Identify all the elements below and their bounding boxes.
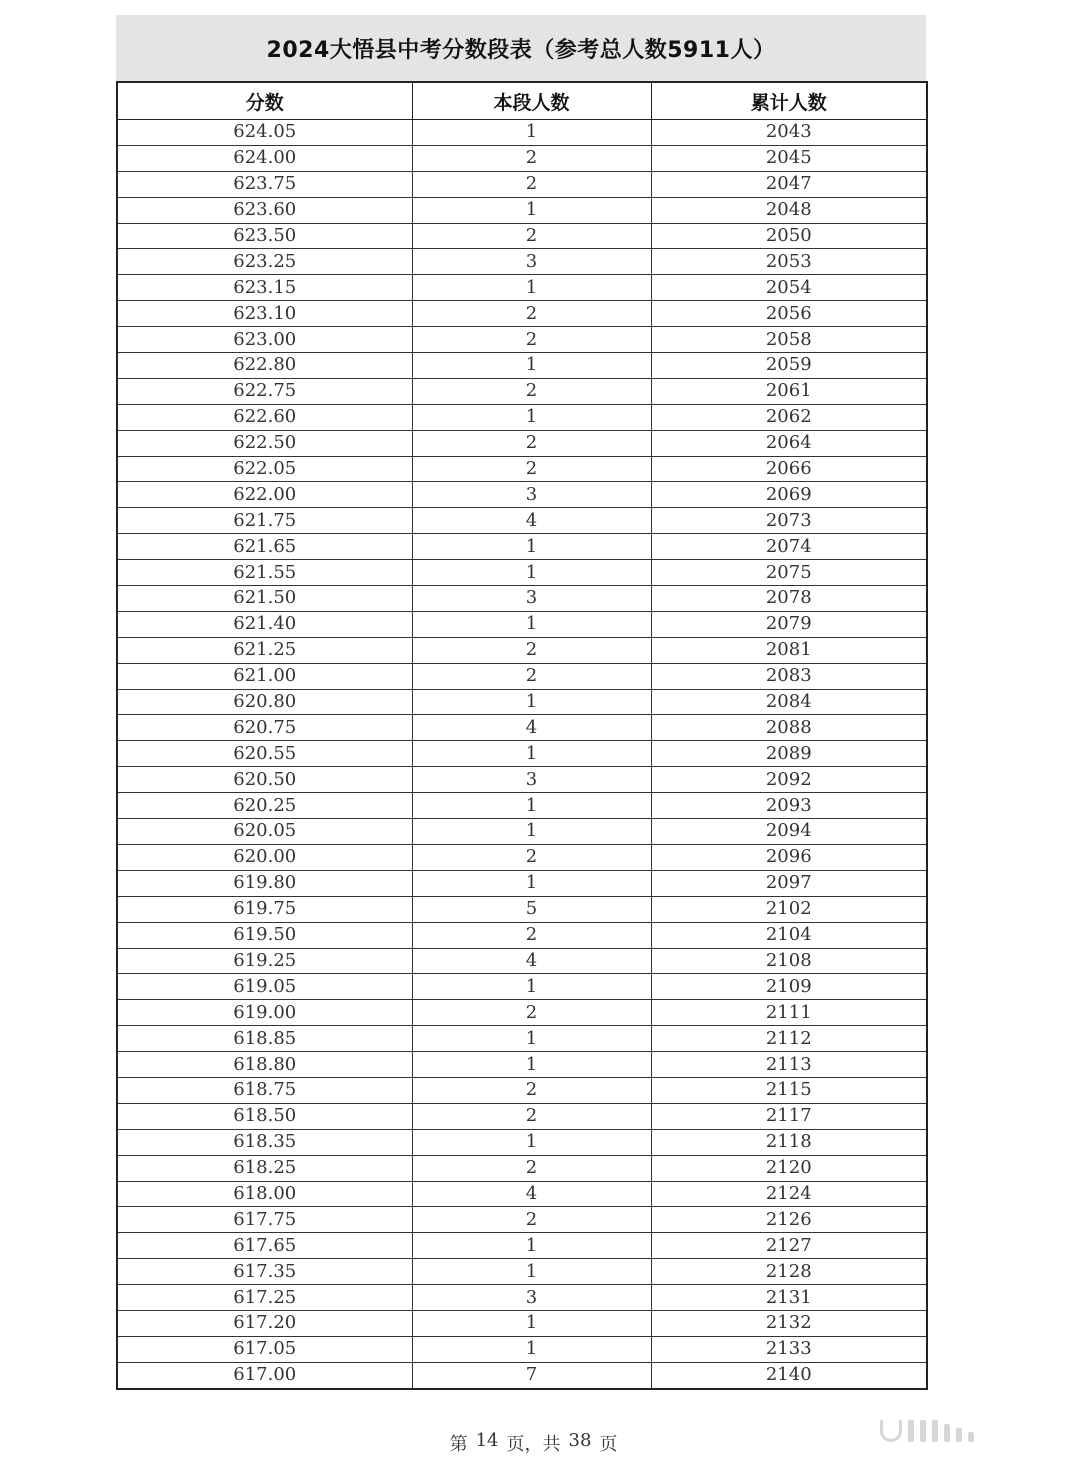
- cell-score: 617.65: [117, 1233, 412, 1259]
- watermark-bar-icon: [920, 1420, 926, 1442]
- cell-segment-count: 1: [412, 534, 651, 560]
- cell-cumulative-count: 2048: [651, 197, 927, 223]
- cell-segment-count: 1: [412, 793, 651, 819]
- table-header-row: [117, 82, 927, 120]
- cell-cumulative-count: 2075: [651, 560, 927, 586]
- cell-cumulative-count: 2088: [651, 715, 927, 741]
- cell-cumulative-count: 2097: [651, 870, 927, 896]
- footer-suffix: 页: [599, 1434, 618, 1455]
- table-row: [117, 1259, 927, 1285]
- cell-cumulative-count: 2084: [651, 689, 927, 715]
- cell-segment-count: 1: [412, 197, 651, 223]
- cell-segment-count: 1: [412, 353, 651, 379]
- cell-segment-count: 2: [412, 430, 651, 456]
- cell-score: 624.05: [117, 120, 412, 146]
- cell-score: 619.00: [117, 1000, 412, 1026]
- cell-segment-count: 3: [412, 482, 651, 508]
- cell-cumulative-count: 2059: [651, 353, 927, 379]
- table-row: [117, 456, 927, 482]
- cell-segment-count: 1: [412, 689, 651, 715]
- cell-segment-count: 2: [412, 1077, 651, 1103]
- cell-segment-count: 4: [412, 508, 651, 534]
- cell-cumulative-count: 2050: [651, 223, 927, 249]
- table-row: [117, 430, 927, 456]
- table-row: [117, 689, 927, 715]
- cell-score: 617.00: [117, 1362, 412, 1388]
- cell-cumulative-count: 2102: [651, 896, 927, 922]
- score-table: [116, 81, 928, 1390]
- cell-cumulative-count: 2140: [651, 1362, 927, 1388]
- table-row: [117, 611, 927, 637]
- cell-segment-count: 2: [412, 301, 651, 327]
- table-row: [117, 1103, 927, 1129]
- cell-cumulative-count: 2054: [651, 275, 927, 301]
- cell-segment-count: 4: [412, 1181, 651, 1207]
- table-row: [117, 896, 927, 922]
- table-row: [117, 819, 927, 845]
- cell-score: 617.25: [117, 1285, 412, 1311]
- watermark-bar-icon: [944, 1424, 950, 1442]
- cell-cumulative-count: 2120: [651, 1155, 927, 1181]
- cell-cumulative-count: 2069: [651, 482, 927, 508]
- watermark-cup-icon: [880, 1420, 902, 1442]
- cell-segment-count: 2: [412, 1155, 651, 1181]
- cell-cumulative-count: 2093: [651, 793, 927, 819]
- cell-segment-count: 1: [412, 741, 651, 767]
- column-header-segment-count: 本段人数: [412, 82, 651, 120]
- table-row: [117, 249, 927, 275]
- cell-cumulative-count: 2111: [651, 1000, 927, 1026]
- cell-segment-count: 2: [412, 378, 651, 404]
- cell-score: 621.75: [117, 508, 412, 534]
- cell-cumulative-count: 2096: [651, 844, 927, 870]
- table-row: [117, 1207, 927, 1233]
- table-row: [117, 301, 927, 327]
- cell-cumulative-count: 2058: [651, 327, 927, 353]
- table-row: [117, 275, 927, 301]
- cell-segment-count: 2: [412, 1000, 651, 1026]
- cell-cumulative-count: 2092: [651, 767, 927, 793]
- cell-cumulative-count: 2078: [651, 586, 927, 612]
- cell-segment-count: 1: [412, 1336, 651, 1362]
- table-body: [117, 120, 927, 1389]
- cell-score: 623.75: [117, 171, 412, 197]
- table-title: 2024大悟县中考分数段表（参考总人数5911人）: [116, 15, 926, 81]
- watermark-logo: [880, 1420, 974, 1442]
- column-header-cumulative-count: 累计人数: [651, 82, 927, 120]
- table-row: [117, 327, 927, 353]
- cell-score: 620.25: [117, 793, 412, 819]
- table-row: [117, 508, 927, 534]
- cell-segment-count: 1: [412, 120, 651, 146]
- cell-segment-count: 7: [412, 1362, 651, 1388]
- cell-cumulative-count: 2132: [651, 1310, 927, 1336]
- table-row: [117, 1362, 927, 1388]
- cell-score: 622.80: [117, 353, 412, 379]
- cell-score: 622.00: [117, 482, 412, 508]
- cell-segment-count: 1: [412, 1259, 651, 1285]
- table-row: [117, 793, 927, 819]
- cell-cumulative-count: 2047: [651, 171, 927, 197]
- cell-cumulative-count: 2117: [651, 1103, 927, 1129]
- table-row: [117, 922, 927, 948]
- cell-segment-count: 2: [412, 844, 651, 870]
- cell-segment-count: 1: [412, 1233, 651, 1259]
- table-row: [117, 1026, 927, 1052]
- cell-cumulative-count: 2104: [651, 922, 927, 948]
- cell-score: 623.15: [117, 275, 412, 301]
- cell-cumulative-count: 2061: [651, 378, 927, 404]
- cell-segment-count: 2: [412, 223, 651, 249]
- cell-cumulative-count: 2118: [651, 1129, 927, 1155]
- cell-score: 618.50: [117, 1103, 412, 1129]
- cell-segment-count: 2: [412, 1103, 651, 1129]
- cell-cumulative-count: 2128: [651, 1259, 927, 1285]
- cell-cumulative-count: 2124: [651, 1181, 927, 1207]
- watermark-bar-icon: [968, 1432, 974, 1442]
- cell-score: 619.50: [117, 922, 412, 948]
- cell-score: 620.05: [117, 819, 412, 845]
- cell-score: 623.10: [117, 301, 412, 327]
- cell-cumulative-count: 2131: [651, 1285, 927, 1311]
- footer-page-number: 14: [475, 1430, 499, 1451]
- cell-segment-count: 3: [412, 767, 651, 793]
- footer-total-pages: 38: [568, 1430, 592, 1451]
- cell-segment-count: 2: [412, 327, 651, 353]
- watermark-bar-icon: [908, 1420, 914, 1442]
- cell-score: 618.25: [117, 1155, 412, 1181]
- table-row: [117, 145, 927, 171]
- table-row: [117, 870, 927, 896]
- table-row: [117, 353, 927, 379]
- table-row: [117, 586, 927, 612]
- cell-segment-count: 1: [412, 819, 651, 845]
- cell-score: 621.65: [117, 534, 412, 560]
- cell-score: 620.00: [117, 844, 412, 870]
- cell-score: 623.60: [117, 197, 412, 223]
- table-row: [117, 534, 927, 560]
- cell-score: 620.80: [117, 689, 412, 715]
- table-row: [117, 663, 927, 689]
- cell-score: 619.80: [117, 870, 412, 896]
- cell-score: 622.05: [117, 456, 412, 482]
- cell-score: 617.05: [117, 1336, 412, 1362]
- table-row: [117, 1052, 927, 1078]
- cell-score: 624.00: [117, 145, 412, 171]
- table-row: [117, 844, 927, 870]
- table-row: [117, 482, 927, 508]
- cell-cumulative-count: 2127: [651, 1233, 927, 1259]
- cell-score: 623.00: [117, 327, 412, 353]
- cell-segment-count: 2: [412, 663, 651, 689]
- cell-cumulative-count: 2064: [651, 430, 927, 456]
- cell-segment-count: 1: [412, 560, 651, 586]
- column-header-score: 分数: [117, 82, 412, 120]
- cell-score: 617.75: [117, 1207, 412, 1233]
- cell-score: 621.50: [117, 586, 412, 612]
- score-table-sheet: [116, 15, 926, 1390]
- cell-cumulative-count: 2062: [651, 404, 927, 430]
- cell-score: 622.75: [117, 378, 412, 404]
- cell-score: 623.25: [117, 249, 412, 275]
- table-row: [117, 1310, 927, 1336]
- cell-score: 621.55: [117, 560, 412, 586]
- cell-cumulative-count: 2089: [651, 741, 927, 767]
- table-row: [117, 120, 927, 146]
- cell-score: 621.40: [117, 611, 412, 637]
- footer-middle: 页，共: [506, 1434, 561, 1455]
- cell-segment-count: 2: [412, 456, 651, 482]
- cell-score: 620.55: [117, 741, 412, 767]
- cell-cumulative-count: 2083: [651, 663, 927, 689]
- cell-segment-count: 3: [412, 586, 651, 612]
- table-row: [117, 637, 927, 663]
- cell-score: 618.80: [117, 1052, 412, 1078]
- cell-score: 617.35: [117, 1259, 412, 1285]
- cell-cumulative-count: 2056: [651, 301, 927, 327]
- cell-cumulative-count: 2079: [651, 611, 927, 637]
- table-row: [117, 767, 927, 793]
- table-row: [117, 1155, 927, 1181]
- cell-cumulative-count: 2109: [651, 974, 927, 1000]
- cell-segment-count: 1: [412, 404, 651, 430]
- footer-prefix: 第: [449, 1434, 468, 1455]
- cell-segment-count: 1: [412, 611, 651, 637]
- cell-cumulative-count: 2045: [651, 145, 927, 171]
- cell-segment-count: 4: [412, 715, 651, 741]
- cell-cumulative-count: 2126: [651, 1207, 927, 1233]
- table-row: [117, 741, 927, 767]
- table-row: [117, 1285, 927, 1311]
- table-row: [117, 948, 927, 974]
- cell-segment-count: 1: [412, 1026, 651, 1052]
- cell-score: 618.75: [117, 1077, 412, 1103]
- cell-cumulative-count: 2081: [651, 637, 927, 663]
- cell-score: 617.20: [117, 1310, 412, 1336]
- cell-score: 620.75: [117, 715, 412, 741]
- table-row: [117, 223, 927, 249]
- cell-segment-count: 1: [412, 1129, 651, 1155]
- cell-segment-count: 1: [412, 275, 651, 301]
- table-row: [117, 1336, 927, 1362]
- cell-score: 618.35: [117, 1129, 412, 1155]
- cell-score: 619.75: [117, 896, 412, 922]
- table-row: [117, 378, 927, 404]
- cell-segment-count: 5: [412, 896, 651, 922]
- table-row: [117, 197, 927, 223]
- cell-score: 619.05: [117, 974, 412, 1000]
- table-row: [117, 1233, 927, 1259]
- cell-cumulative-count: 2113: [651, 1052, 927, 1078]
- cell-segment-count: 3: [412, 249, 651, 275]
- table-row: [117, 171, 927, 197]
- cell-score: 621.00: [117, 663, 412, 689]
- cell-segment-count: 1: [412, 870, 651, 896]
- cell-segment-count: 1: [412, 974, 651, 1000]
- cell-cumulative-count: 2108: [651, 948, 927, 974]
- table-row: [117, 404, 927, 430]
- cell-cumulative-count: 2074: [651, 534, 927, 560]
- cell-score: 623.50: [117, 223, 412, 249]
- cell-segment-count: 2: [412, 922, 651, 948]
- watermark-bar-icon: [932, 1420, 938, 1442]
- cell-score: 619.25: [117, 948, 412, 974]
- table-row: [117, 715, 927, 741]
- cell-score: 618.85: [117, 1026, 412, 1052]
- watermark-bar-icon: [956, 1428, 962, 1442]
- cell-segment-count: 2: [412, 171, 651, 197]
- cell-cumulative-count: 2115: [651, 1077, 927, 1103]
- cell-cumulative-count: 2133: [651, 1336, 927, 1362]
- cell-cumulative-count: 2066: [651, 456, 927, 482]
- table-row: [117, 974, 927, 1000]
- cell-segment-count: 1: [412, 1310, 651, 1336]
- cell-cumulative-count: 2043: [651, 120, 927, 146]
- cell-segment-count: 2: [412, 145, 651, 171]
- cell-score: 620.50: [117, 767, 412, 793]
- cell-segment-count: 1: [412, 1052, 651, 1078]
- cell-segment-count: 2: [412, 637, 651, 663]
- cell-score: 622.60: [117, 404, 412, 430]
- cell-score: 621.25: [117, 637, 412, 663]
- cell-score: 618.00: [117, 1181, 412, 1207]
- table-row: [117, 1129, 927, 1155]
- table-row: [117, 1181, 927, 1207]
- cell-cumulative-count: 2073: [651, 508, 927, 534]
- table-row: [117, 1077, 927, 1103]
- cell-segment-count: 3: [412, 1285, 651, 1311]
- cell-cumulative-count: 2094: [651, 819, 927, 845]
- cell-cumulative-count: 2112: [651, 1026, 927, 1052]
- cell-cumulative-count: 2053: [651, 249, 927, 275]
- cell-segment-count: 2: [412, 1207, 651, 1233]
- table-row: [117, 560, 927, 586]
- cell-segment-count: 4: [412, 948, 651, 974]
- table-row: [117, 1000, 927, 1026]
- cell-score: 622.50: [117, 430, 412, 456]
